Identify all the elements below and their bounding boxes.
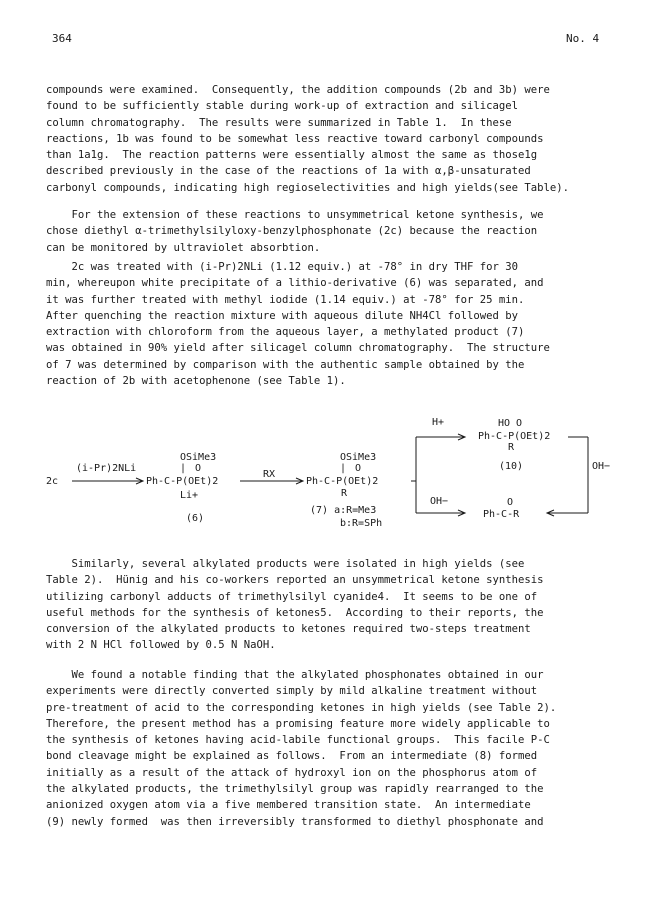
- ketone-formula: Ph-C-R: [483, 509, 520, 520]
- r-group-10: R: [508, 442, 515, 453]
- text-line: After quenching the reaction mixture with aqueous dilute NH4Cl followed by: [46, 309, 518, 322]
- text-line: the synthesis of ketones having acid-labile functional groups. This facile P-C: [46, 734, 550, 747]
- text-line: reaction of 2b with acetophenone (see Table 1).: [46, 375, 346, 388]
- text-line: with 2 N HCl followed by 0.5 N NaOH.: [46, 639, 276, 652]
- oxo-6: O: [195, 463, 202, 474]
- text-line: min, whereupon white precipitate of a lithio-derivative (6) was separated, and: [46, 277, 544, 290]
- acid-label: H+: [432, 417, 445, 428]
- text-line: Similarly, several alkylated products were isolated in high yields (see: [46, 558, 525, 570]
- text-line: Table 2). Hünig and his co-workers reported an unsymmetrical ketone synthesis: [46, 574, 544, 587]
- text-line: carbonyl compounds, indicating high regioselectivities and high yields(see Table).: [46, 181, 569, 194]
- text-line: For the extension of these reactions to unsymmetrical ketone synthesis, we: [46, 209, 544, 221]
- osime3-label-7: OSiMe3: [340, 452, 377, 463]
- paragraph-4: [46, 556, 614, 654]
- ketone-oxo: O: [507, 497, 514, 508]
- compound-2c: 2c: [46, 476, 59, 487]
- text-line: can be monitored by ultraviolet absorbtion.: [46, 241, 321, 254]
- text-line: than 1a1g. The reaction patterns were essentially almost the same as those1g: [46, 149, 538, 162]
- compound-10-label: (10): [499, 461, 524, 472]
- text-line: useful methods for the synthesis of ketones5. According to their reports, the: [46, 606, 544, 619]
- page-number: 364: [52, 32, 72, 45]
- text-line: bond cleavage might be explained as follows. From an intermediate (8) formed: [46, 750, 538, 763]
- text-line: of 7 was determined by comparison with the authentic sample obtained by the: [46, 358, 525, 371]
- ho-o-label: HO O: [498, 418, 523, 429]
- paragraph-3: [46, 259, 614, 389]
- text-line: experiments were directly converted simply by mild alkaline treatment without: [46, 685, 538, 698]
- text-line: We found a notable finding that the alkylated phosphonates obtained in our: [46, 669, 544, 681]
- text-line: chose diethyl α-trimethylsilyloxy-benzylphosphonate (2c) because the reaction: [46, 225, 538, 238]
- text-line: the alkylated products, the trimethylsilyl group was rapidly rearranged to the: [46, 783, 544, 796]
- oxo-7: O: [355, 463, 362, 474]
- hydroxide-label-lower: OH−: [430, 496, 449, 507]
- text-line: column chromatography. The results were summarized in Table 1. In these: [46, 116, 512, 129]
- lithium-label: Li+: [180, 490, 199, 501]
- text-line: found to be sufficiently stable during work-up of extraction and silicagel: [46, 100, 518, 113]
- compound-6-label: (6): [186, 513, 205, 524]
- osime3-label-6: OSiMe3: [180, 452, 217, 463]
- text-line: it was further treated with methyl iodide (1.14 equiv.) at -78° for 25 min.: [46, 293, 525, 306]
- compound-7a-label: (7) a:R=Me3: [310, 505, 377, 516]
- paragraph-5: [46, 667, 614, 830]
- text-line: compounds were examined. Consequently, the addition compounds (2b and 3b) were: [46, 84, 550, 96]
- compound-7-formula: Ph-C-P(OEt)2: [306, 476, 379, 487]
- paragraph-2: [46, 207, 614, 256]
- text-line: extraction with chloroform from the aqueous layer, a methylated product (7): [46, 326, 525, 339]
- compound-10-formula: Ph-C-P(OEt)2: [478, 431, 551, 442]
- text-line: anionized oxygen atom via a five membered transition state. An intermediate: [46, 799, 531, 812]
- text-line: was obtained in 90% yield after silicagel column chromatography. The structure: [46, 342, 550, 355]
- p-bar-7: |: [340, 463, 347, 474]
- text-line: (9) newly formed was then irreversibly transformed to diethyl phosphonate and: [46, 815, 544, 828]
- text-line: pre-treatment of acid to the corresponding ketones in high yields (see Table 2).: [46, 701, 557, 714]
- compound-6-formula: Ph-C-P(OEt)2: [146, 476, 219, 487]
- text-line: utilizing carbonyl adducts of trimethylsilyl cyanide4. It seems to be one of: [46, 590, 538, 603]
- compound-7b-label: b:R=SPh: [340, 518, 383, 529]
- text-line: reactions, 1b was found to be somewhat less reactive toward carbonyl compounds: [46, 132, 544, 145]
- text-line: initially as a result of the attack of hydroxyl ion on the phosphorus atom of: [46, 766, 538, 779]
- reagent-lda: (i-Pr)2NLi: [76, 463, 137, 474]
- paragraph-1: [46, 82, 614, 196]
- text-line: Therefore, the present method has a promising feature more widely applicable to: [46, 717, 550, 730]
- p-bar-6: |: [180, 463, 187, 474]
- r-group-7: R: [341, 488, 348, 499]
- reagent-rx: RX: [263, 469, 276, 480]
- issue-number: No. 4: [566, 32, 600, 45]
- text-line: described previously in the case of the reactions of 1a with α,β-unsaturated: [46, 165, 531, 178]
- text-line: 2c was treated with (i-Pr)2NLi (1.12 equiv.) at -78° in dry THF for 30: [46, 261, 518, 273]
- hydroxide-label-right: OH−: [592, 461, 611, 472]
- text-line: conversion of the alkylated products to ketones required two-steps treatment: [46, 623, 531, 636]
